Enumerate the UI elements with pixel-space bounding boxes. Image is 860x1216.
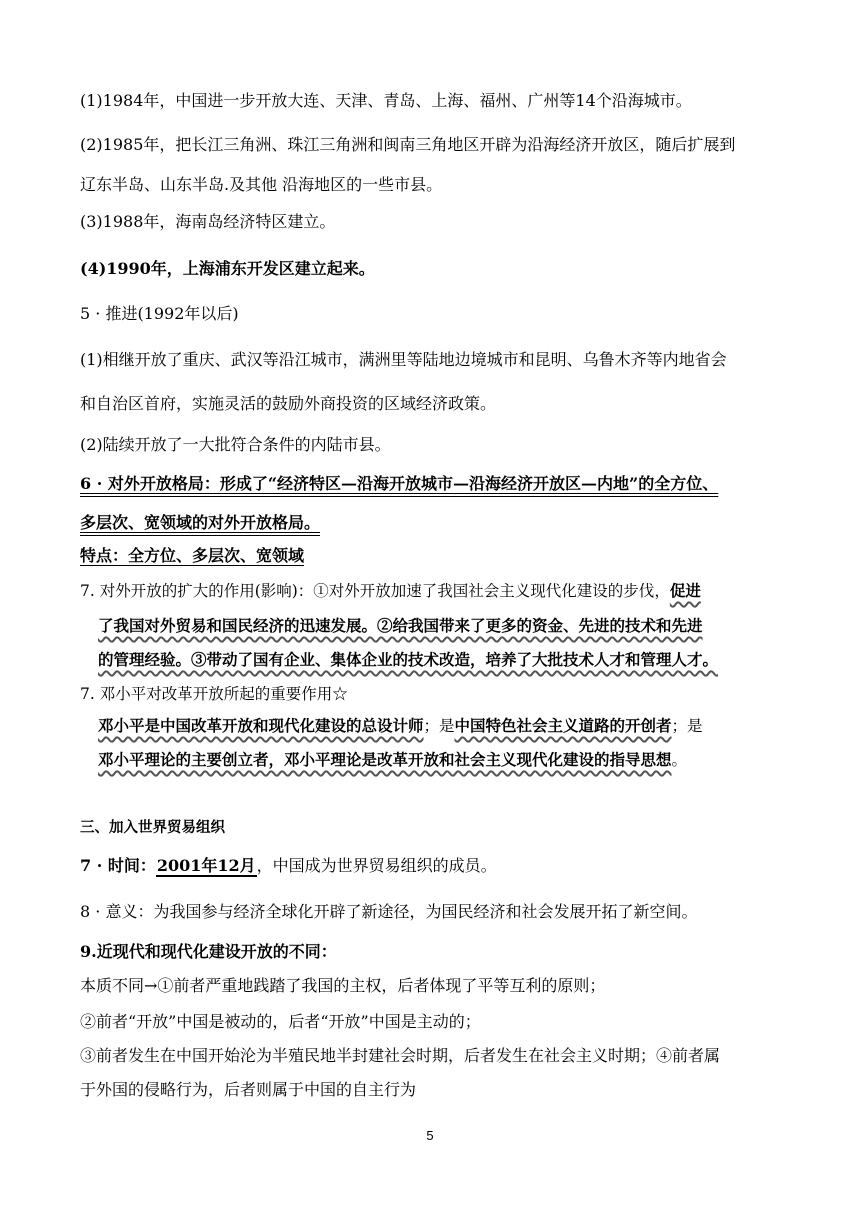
text-segment-emphasis: 促进 xyxy=(669,581,701,600)
text-segment-emphasis: 邓小平是中国改革开放和现代化建设的总设计师 xyxy=(98,716,424,735)
text-line-emphasis: 了我国对外贸易和国民经济的迅速发展。②给我国带来了更多的资金、先进的技术和先进 xyxy=(98,616,703,635)
text-line-bold: (4)1990年，上海浦东开发区建立起来。 xyxy=(80,259,375,278)
page-number: 5 xyxy=(426,1128,434,1143)
text-line xyxy=(80,581,701,601)
text-line: (2)陆续开放了一大批符合条件的内陆市县。 xyxy=(80,435,391,454)
text-line: 7. 邓小平对改革开放所起的重要作用☆ xyxy=(80,685,348,703)
section-heading-3: 三、加入世界贸易组织 xyxy=(80,819,225,836)
text-line: 辽东半岛、山东半岛.及其他 沿海地区的一些市县。 xyxy=(80,175,443,194)
date-highlight: 2001年12月 xyxy=(156,856,256,875)
section-heading-5: 5 · 推进(1992年以后) xyxy=(80,304,239,323)
text-line: (1)相继开放了重庆、武汉等沿江城市，满洲里等陆地边境城市和昆明、乌鲁木齐等内地省会 xyxy=(80,350,727,369)
text-line: 和自治区首府，实施灵活的鼓励外商投资的区域经济政策。 xyxy=(80,394,497,413)
text-line-emphasis: 的管理经验。③带动了国有企业、集体企业的技术改造，培养了大批技术人才和管理人才。 xyxy=(98,650,719,669)
text-line xyxy=(98,750,687,770)
section-heading-6: 6 · 对外开放格局：形成了“经济特区—沿海开放城市—沿海经济开放区—内地”的全方位、 xyxy=(80,474,719,493)
text-segment: 7. 对外开放的扩大的作用(影响)：①对外开放加速了我国社会主义现代化建设的步伐， xyxy=(80,582,670,600)
text-line: ②前者“开放”中国是被动的，后者“开放”中国是主动的； xyxy=(80,1012,481,1031)
text-line: ③前者发生在中国开始沦为半殖民地半封建社会时期，后者发生在社会主义时期；④前者属 xyxy=(80,1046,721,1065)
text-line: (1)1984年，中国进一步开放大连、天津、青岛、上海、福州、广州等14个沿海城市。 xyxy=(80,91,692,110)
text-line xyxy=(98,716,703,736)
text-segment: 。 xyxy=(671,751,688,769)
features-line: 特点：全方位、多层次、宽领域 xyxy=(80,546,305,565)
section-heading-9: 9.近现代和现代化建设开放的不同： xyxy=(80,942,337,961)
text-segment: ；是 xyxy=(671,717,703,735)
text-line: 于外国的侵略行为，后者则属于中国的自主行为 xyxy=(80,1080,417,1099)
text-segment: ；是 xyxy=(423,717,455,735)
text-segment-emphasis: 中国特色社会主义道路的开创者 xyxy=(454,716,672,735)
text-line: (3)1988年，海南岛经济特区建立。 xyxy=(80,212,336,231)
text-line xyxy=(80,856,497,876)
text-line-bold: 多层次、宽领域的对外开放格局。 xyxy=(80,513,321,532)
text-line: 本质不同→①前者严重地践踏了我国的主权，后者体现了平等互利的原则； xyxy=(80,976,606,995)
text-segment: ，中国成为世界贸易组织的成员。 xyxy=(256,856,497,875)
text-segment-emphasis: 邓小平理论的主要创立者，邓小平理论是改革开放和社会主义现代化建设的指导思想 xyxy=(98,750,672,769)
text-line: 8 · 意义：为我国参与经济全球化开辟了新途径，为国民经济和社会发展开拓了新空间。 xyxy=(80,902,698,921)
text-line: (2)1985年，把长江三角洲、珠江三角洲和闽南三角地区开辟为沿海经济开放区，随后扩展到 xyxy=(80,135,736,154)
text-segment: 7 · 时间： xyxy=(80,856,156,875)
